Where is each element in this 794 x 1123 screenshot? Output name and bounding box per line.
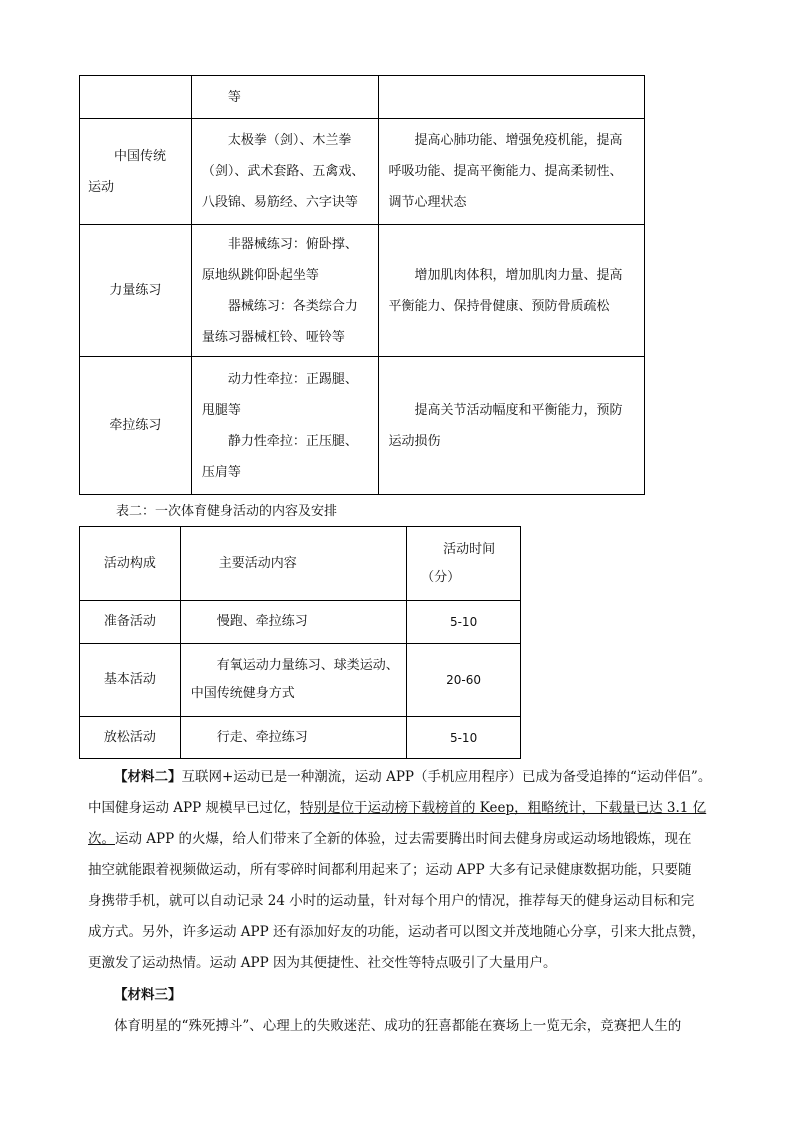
underlined-text: 次。	[88, 831, 115, 847]
table-row	[80, 76, 645, 119]
phase-cell: 放松活动	[80, 717, 181, 759]
header-cell: 活动构成	[80, 527, 181, 601]
effect-cell: 提高心肺功能、增强免疫机能，提高 呼吸功能、提高平衡能力、提高柔韧性、 调节心理状态	[378, 119, 644, 225]
table-row	[80, 644, 521, 717]
effect-cell: 提高关节活动幅度和平衡能力，预防 运动损伤	[378, 357, 644, 495]
table-row	[80, 357, 645, 495]
phase-cell: 基本活动	[80, 644, 181, 717]
content-cell: 动力性牵拉：正踢腿、 甩腿等 静力性牵拉：正压腿、 压肩等	[191, 357, 378, 495]
exercise-type-table	[79, 75, 645, 495]
content-cell: 非器械练习：俯卧撑、 原地纵跳仰卧起坐等 器械练习：各类综合力 量练习器械杠铃、哑铃等	[191, 225, 378, 357]
content-cell: 有氧运动力量练习、球类运动、 中国传统健身方式	[180, 644, 406, 717]
effect-cell	[378, 76, 644, 119]
category-cell: 力量练习	[80, 225, 192, 357]
table-row	[80, 601, 521, 644]
category-cell: 中国传统 运动	[80, 119, 192, 225]
header-cell: 主要活动内容	[180, 527, 406, 601]
time-cell: 5-10	[407, 717, 521, 759]
content-cell: 行走、牵拉练习	[180, 717, 406, 759]
time-cell: 20-60	[407, 644, 521, 717]
underlined-text: 特别是位于运动榜下载榜首的 Keep，粗略统计，下载量已达 3.1 亿	[300, 800, 707, 816]
activity-schedule-table	[79, 526, 521, 759]
material-three-paragraph: 【材料三】 体育明星的“殊死搏斗”、心理上的失败迷茫、成功的狂喜都能在赛场上一览无余，竞赛把人生的	[88, 980, 710, 1042]
effect-cell: 增加肌肉体积，增加肌肉力量、提高 平衡能力、保持骨健康、预防骨质疏松	[378, 225, 644, 357]
phase-cell: 准备活动	[80, 601, 181, 644]
header-cell: 活动时间 （分）	[407, 527, 521, 601]
category-cell	[80, 76, 192, 119]
content-cell: 慢跑、牵拉练习	[180, 601, 406, 644]
content-cell: 等	[191, 76, 378, 119]
table-row	[80, 717, 521, 759]
material-two-label: 【材料二】	[114, 769, 182, 785]
table-row	[80, 119, 645, 225]
table-row	[80, 225, 645, 357]
table-header-row	[80, 527, 521, 601]
material-three-label: 【材料三】	[114, 987, 182, 1003]
time-cell: 5-10	[407, 601, 521, 644]
category-cell: 牵拉练习	[80, 357, 192, 495]
table-caption: 表二：一次体育健身活动的内容及安排	[116, 504, 338, 519]
material-two-paragraph: 【材料二】互联网+运动已是一种潮流，运动 APP（手机应用程序）已成为备受追捧的“运动伴侣”。 中国健身运动 APP 规模早已过亿，特别是位于运动榜下载榜首的 Keep，粗略统计，下载量已达 3.1 亿 次。运动 APP 的火爆，给人们带来了全新的体验，过去需要腾出时间去健身房或运动场地锻炼，现在 抽空就能跟着视频做运动，所有零碎时间都利用起来了；运动 APP 大多有记录健康数据功能，只要随 身携带手机，就可以自动记录 24 小时的运动量，针对每个用户的情况，推荐每天的健身运动目标和完 成方式。另外，许多运动 APP 还有添加好友的功能，运动者可以图文并茂地随心分享，引来大批点赞， 更激发了运动热情。运动 APP 因为其便捷性、社交性等特点吸引了大量用户。	[88, 769, 712, 971]
content-cell: 太极拳（剑）、木兰拳 （剑）、武术套路、五禽戏、 八段锦、易筋经、六字诀等	[191, 119, 378, 225]
